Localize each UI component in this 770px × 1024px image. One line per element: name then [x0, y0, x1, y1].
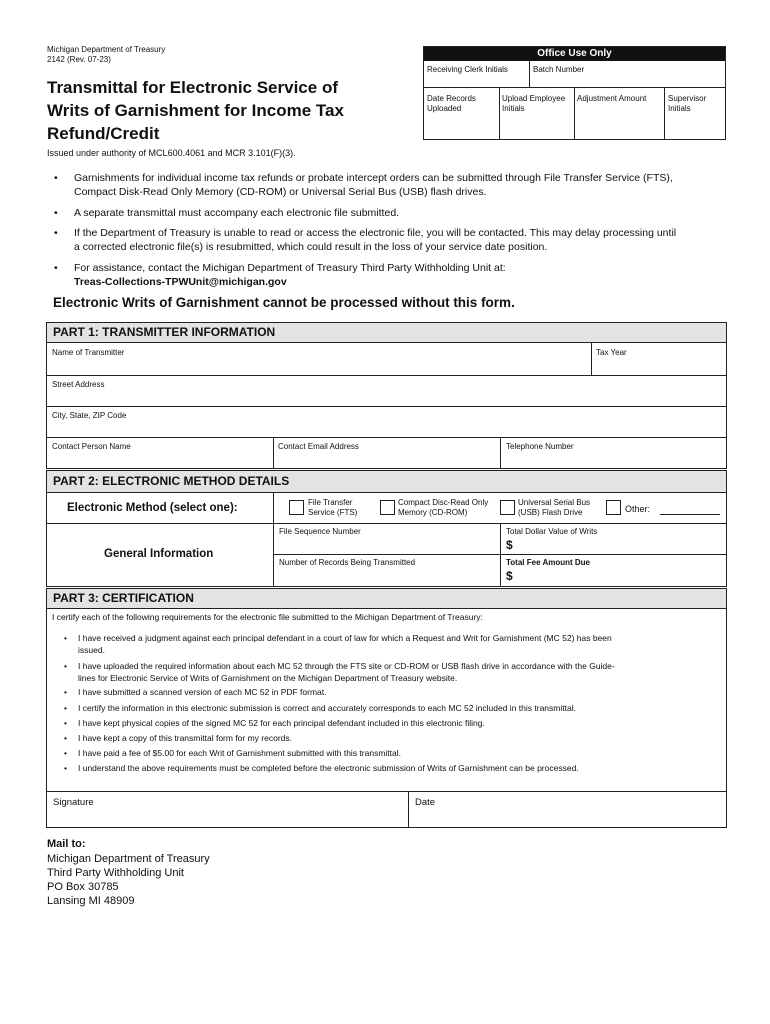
bullet-dot: • [54, 172, 58, 184]
cert-item-1-line2: issued. [78, 645, 105, 655]
other-checkbox[interactable] [606, 500, 621, 515]
bullet-dot: • [64, 748, 67, 758]
bullet-dot: • [64, 703, 67, 713]
dollar-sign: $ [506, 569, 513, 583]
street-address-field[interactable] [46, 375, 727, 407]
contact-email-field[interactable] [273, 437, 501, 469]
part3-heading: PART 3: CERTIFICATION [46, 588, 727, 609]
total-fee-field[interactable] [500, 554, 727, 587]
bullet-dot: • [64, 733, 67, 743]
cert-item-3: I have submitted a scanned version of each MC 52 in PDF format. [78, 687, 327, 697]
signature-field[interactable] [46, 791, 409, 828]
cert-item-2-line2: lines for Electronic Service of Writs of Garnishment on the Michigan Department of Treasury website. [78, 673, 458, 683]
page-title-line2: Writs of Garnishment for Income Tax [47, 101, 344, 120]
transmitter-name-field[interactable] [46, 342, 592, 376]
fts-checkbox[interactable] [289, 500, 304, 515]
total-writs-field[interactable] [500, 523, 727, 555]
authority-text: Issued under authority of MCL600.4061 and MCR 3.101(F)(3). [47, 148, 296, 158]
tax-year-label: Tax Year [596, 348, 627, 357]
bullet-dot: • [64, 763, 67, 773]
certification-intro: I certify each of the following requirements for the electronic file submitted to the Michigan Department of Treasury: [52, 612, 483, 622]
contact-person-field[interactable] [46, 437, 274, 469]
upload-employee-label: Upload Employee Initials [502, 94, 566, 113]
telephone-label: Telephone Number [506, 442, 574, 451]
fts-label-line2: Service (FTS) [308, 508, 358, 517]
tax-year-field[interactable] [591, 342, 727, 376]
transmitter-name-label: Name of Transmitter [52, 348, 125, 357]
cdrom-label-line2: Memory (CD-ROM) [398, 508, 468, 517]
city-state-zip-field[interactable] [46, 406, 727, 438]
page-title-line1: Transmittal for Electronic Service of [47, 78, 338, 97]
file-sequence-field[interactable] [273, 523, 501, 555]
agency-name: Michigan Department of Treasury [47, 45, 166, 54]
office-use-heading: Office Use Only [424, 47, 725, 61]
cert-item-1-line1: I have received a judgment against each principal defendant in a court of law for which a Request and Writ for Garnishment (MC 52) has been [78, 633, 612, 643]
bullet-dot: • [64, 718, 67, 728]
street-address-label: Street Address [52, 380, 105, 389]
cdrom-checkbox[interactable] [380, 500, 395, 515]
method-label-cell [46, 492, 274, 524]
bullet-dot: • [54, 262, 58, 274]
assistance-email-link[interactable]: Treas-Collections-TPWUnit@michigan.gov [74, 276, 287, 288]
num-records-label: Number of Records Being Transmitted [279, 558, 416, 567]
usb-checkbox[interactable] [500, 500, 515, 515]
receiving-clerk-label: Receiving Clerk Initials [427, 65, 508, 74]
general-info-cell [46, 523, 274, 587]
bullet-1-line2: Compact Disk-Read Only Memory (CD-ROM) or Universal Serial Bus (USB) flash drives. [74, 186, 487, 198]
total-writs-label: Total Dollar Value of Writs [506, 527, 598, 536]
bullet-dot: • [54, 227, 58, 239]
usb-label-line2: (USB) Flash Drive [518, 508, 583, 517]
general-info-label: General Information [104, 548, 214, 560]
adjustment-amount-label: Adjustment Amount [577, 94, 647, 103]
date-label: Date [415, 797, 436, 808]
bullet-3-line1: If the Department of Treasury is unable to read or access the electronic file, you will be contacted. This may delay processing until [74, 227, 677, 239]
mail-line3: PO Box 30785 [47, 881, 119, 893]
bullet-1-line1: Garnishments for individual income tax refunds or probate intercept orders can be submitted through File Transfer Service (FTS), [74, 172, 673, 184]
other-label: Other: [625, 504, 651, 514]
cert-item-5: I have kept physical copies of the signed MC 52 for each principal defendant included in this electronic filing. [78, 718, 485, 728]
other-input-line[interactable] [660, 514, 720, 515]
method-label: Electronic Method (select one): [67, 502, 238, 514]
fts-label-line1: File Transfer [308, 498, 353, 507]
mail-line4: Lansing MI 48909 [47, 895, 135, 907]
cert-item-4: I certify the information in this electronic submission is correct and accurately corresponds to each MC 52 included in this transmittal. [78, 703, 576, 713]
telephone-field[interactable] [500, 437, 727, 469]
bullet-dot: • [54, 207, 58, 219]
signature-label: Signature [53, 797, 94, 808]
date-field[interactable] [408, 791, 727, 828]
cert-item-2-line1: I have uploaded the required information about each MC 52 through the FTS site or CD-ROM or USB flash drive in accordance with the Guide- [78, 661, 615, 671]
total-fee-label: Total Fee Amount Due [506, 558, 590, 567]
bullet-dot: • [64, 633, 67, 643]
cert-item-6: I have kept a copy of this transmittal form for my records. [78, 733, 292, 743]
office-use-box [423, 46, 726, 140]
mail-line2: Third Party Withholding Unit [47, 867, 184, 879]
warning-text: Electronic Writs of Garnishment cannot be processed without this form. [53, 295, 515, 310]
supervisor-label: Supervisor Initials [668, 94, 707, 113]
bullet-4-line1: For assistance, contact the Michigan Department of Treasury Third Party Withholding Unit at: [74, 262, 506, 274]
part2-heading: PART 2: ELECTRONIC METHOD DETAILS [46, 470, 727, 493]
file-sequence-label: File Sequence Number [279, 527, 361, 536]
bullet-dot: • [64, 687, 67, 697]
method-options-cell [273, 492, 727, 524]
usb-label-line1: Universal Serial Bus [518, 498, 591, 507]
contact-email-label: Contact Email Address [278, 442, 359, 451]
bullet-3-line2: a corrected electronic file(s) is resubmitted, which could result in the loss of your service date position. [74, 241, 548, 253]
city-state-zip-label: City, State, ZIP Code [52, 411, 127, 420]
cert-item-8: I understand the above requirements must be completed before the electronic submission of Writs of Garnishment can be processed. [78, 763, 579, 773]
contact-person-label: Contact Person Name [52, 442, 131, 451]
dollar-sign: $ [506, 538, 513, 552]
form-number: 2142 (Rev. 07-23) [47, 55, 111, 64]
bullet-2-line1: A separate transmittal must accompany each electronic file submitted. [74, 207, 400, 219]
bullet-dot: • [64, 661, 67, 671]
mail-to-heading: Mail to: [47, 838, 86, 850]
mail-line1: Michigan Department of Treasury [47, 853, 210, 865]
cert-item-7: I have paid a fee of $5.00 for each Writ of Garnishment submitted with this transmittal. [78, 748, 401, 758]
num-records-field[interactable] [273, 554, 501, 587]
date-records-label: Date Records Uploaded [427, 94, 476, 113]
page-title-line3: Refund/Credit [47, 124, 160, 143]
batch-number-label: Batch Number [533, 65, 585, 74]
cdrom-label-line1: Compact Disc-Read Only [398, 498, 489, 507]
part1-heading: PART 1: TRANSMITTER INFORMATION [46, 322, 727, 343]
